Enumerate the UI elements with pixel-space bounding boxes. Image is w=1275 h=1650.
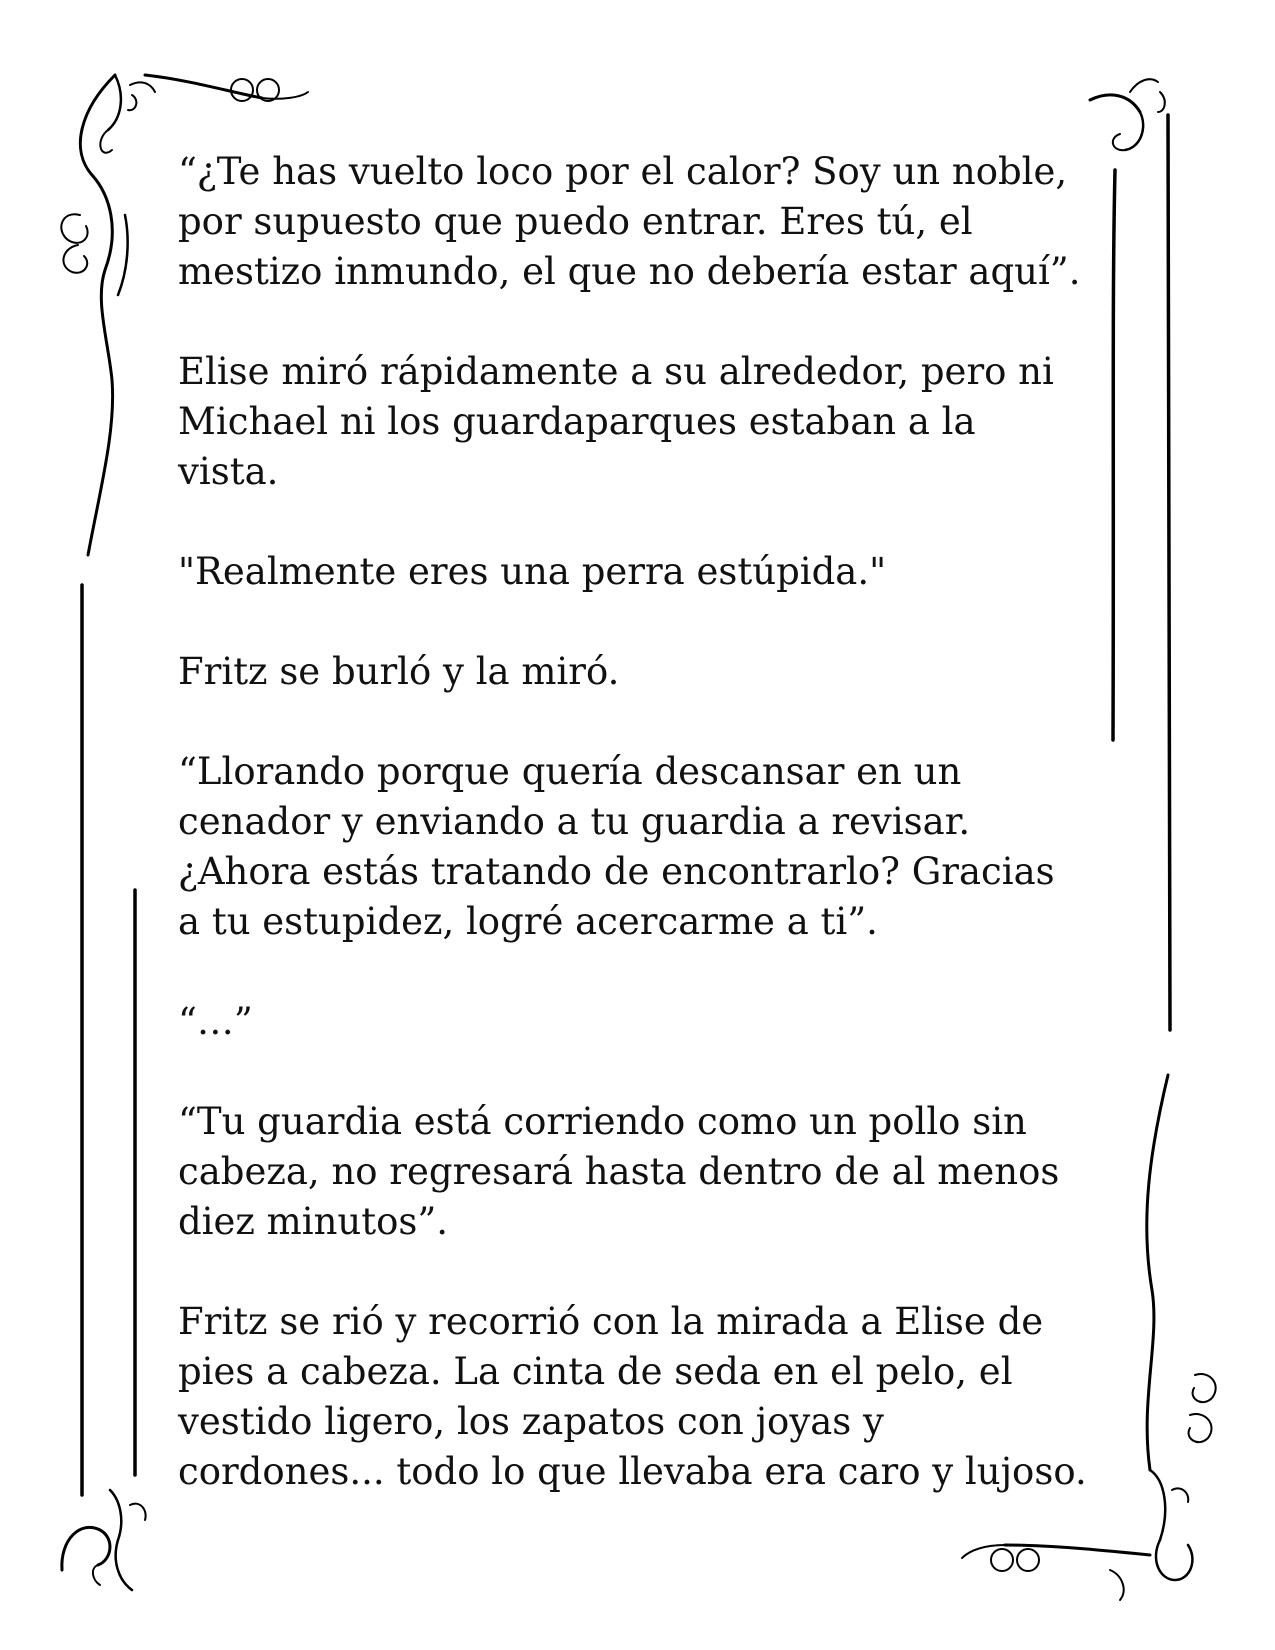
paragraph: “…” bbox=[178, 1000, 253, 1043]
left-border-lines bbox=[82, 585, 136, 1495]
paragraph: “Llorando porque quería descansar en un cenador y enviando a tu guardia a revisar. ¿Ahora estás tratando de encontrarlo? Gracias a tu estupidez, logré acercarme a ti”. bbox=[178, 750, 1055, 943]
paragraph: “Tu guardia está corriendo como un pollo sin cabeza, no regresará hasta dentro de al menos diez minutos”. bbox=[178, 1100, 1060, 1243]
top-right-flourish-icon bbox=[1090, 79, 1170, 1030]
paragraph: Fritz se burló y la miró. bbox=[178, 650, 620, 693]
paragraph: Elise miró rápidamente a su alrededor, pero ni Michael ni los guardaparques estaban a la vista. bbox=[178, 350, 1054, 493]
paragraph: "Realmente eres una perra estúpida." bbox=[178, 550, 887, 593]
paragraph: “¿Te has vuelto loco por el calor? Soy un noble, por supuesto que puedo entrar. Eres tú, el mestizo inmundo, el que no debería estar aquí”. bbox=[178, 150, 1081, 293]
bottom-left-flourish-icon bbox=[62, 1490, 146, 1590]
paragraph: Fritz se rió y recorrió con la mirada a Elise de pies a cabeza. La cinta de seda en el pelo, el vestido ligero, los zapatos con joyas y cordones... todo lo que llevaba era caro y lujoso. bbox=[178, 1300, 1087, 1493]
story-text bbox=[178, 147, 1098, 1547]
